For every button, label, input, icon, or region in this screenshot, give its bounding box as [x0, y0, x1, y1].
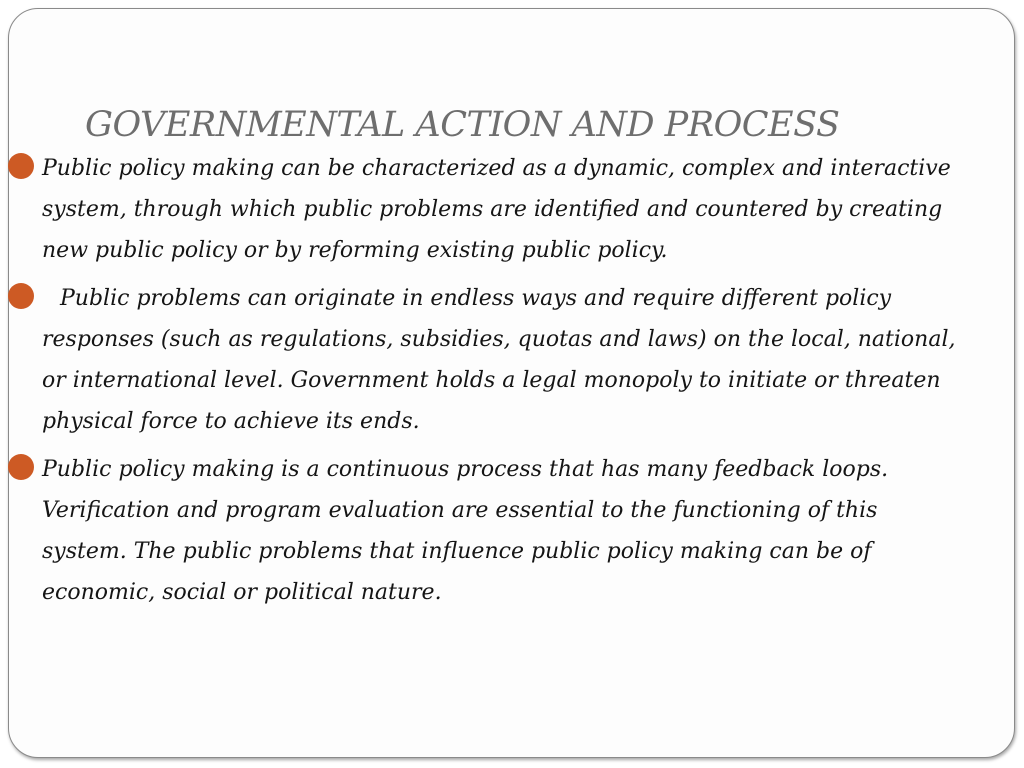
bullet-text: Public problems can originate in endless ways and require different policy responses (such as regulations, subsidies, quotas and laws) on the local, national, or international level. Government holds a legal monopoly to initiate or threaten physical force to achieve its ends.: [42, 286, 956, 434]
bullet-dot-icon: [8, 153, 34, 179]
bullet-item: [0, 449, 1024, 613]
slide-title: GOVERNMENTAL ACTION AND PROCESS: [85, 105, 840, 145]
bullet-text: Public policy making can be characterized as a dynamic, complex and interactive system, through which public problems are identified and countered by creating new public policy or by reforming existing public policy.: [42, 156, 951, 263]
bullet-dot-icon: [8, 454, 34, 480]
bullet-item: [0, 278, 1024, 442]
bullet-item: [0, 148, 1024, 271]
bullet-list: [0, 148, 1024, 620]
bullet-text: Public policy making is a continuous process that has many feedback loops. Verification and program evaluation are essential to the functioning of this system. The public problems that influence public policy making can be of economic, social or political nature.: [42, 457, 889, 605]
bullet-dot-icon: [8, 283, 34, 309]
